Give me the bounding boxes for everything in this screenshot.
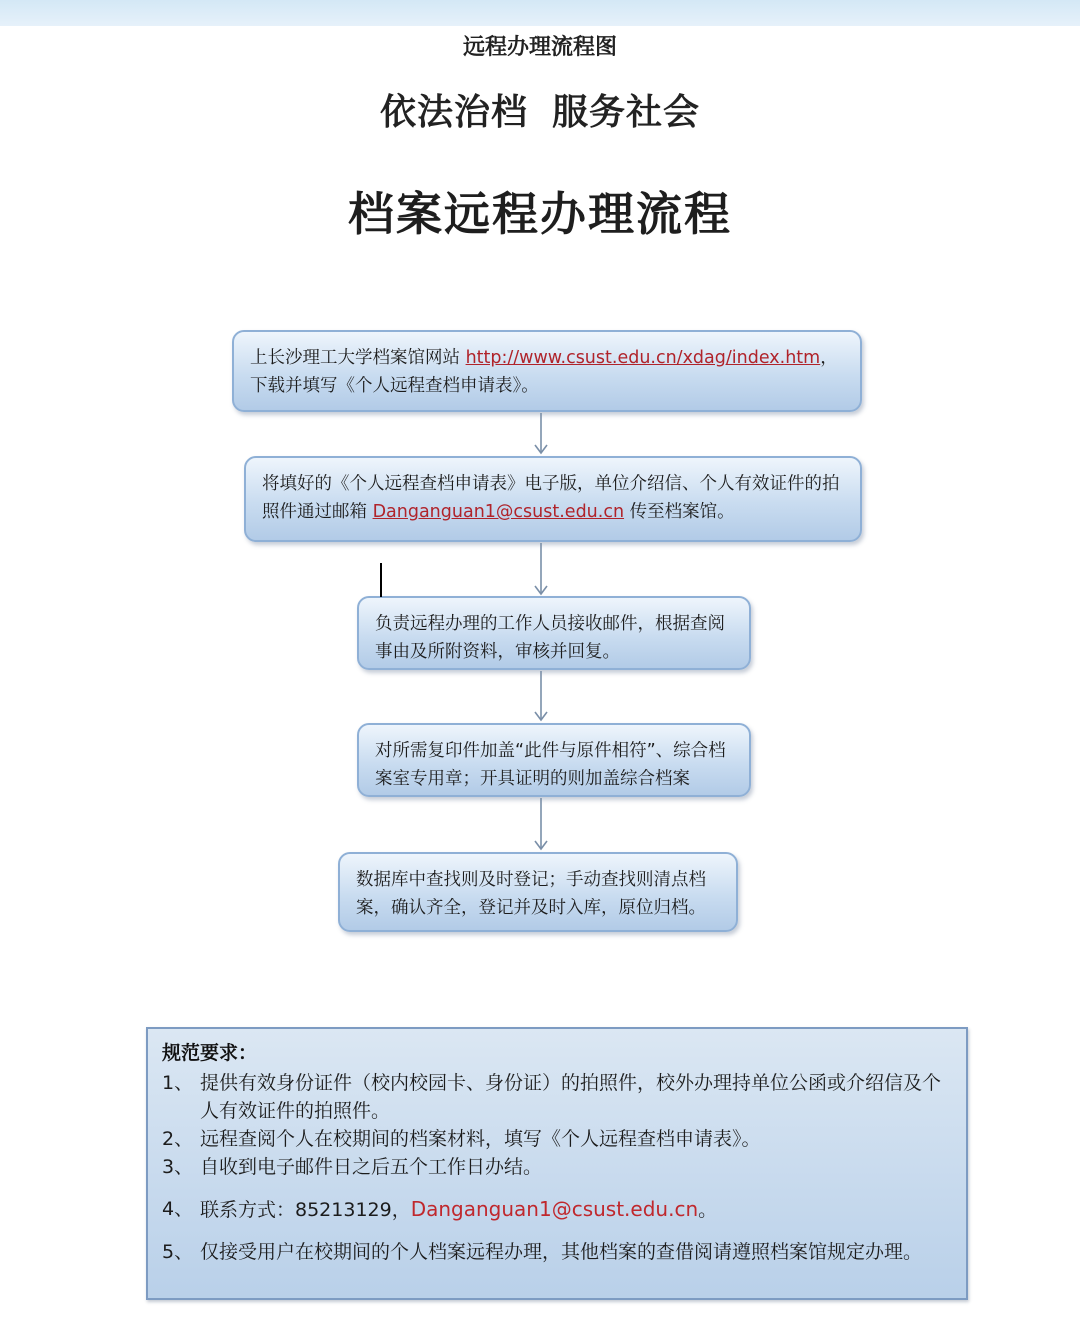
arrow-down-icon bbox=[534, 671, 548, 722]
requirement-text: 提供有效身份证件（校内校园卡、身份证）的拍照件，校外办理持单位公函或介绍信及个人有效证件的拍照件。 bbox=[200, 1072, 942, 1122]
text-cursor-mark bbox=[380, 563, 382, 597]
flow-step-4 bbox=[357, 723, 751, 797]
flow-step-5 bbox=[338, 852, 738, 932]
flow-step-3 bbox=[357, 596, 751, 670]
archive-email-link[interactable]: Danganguan1@csust.edu.cn bbox=[372, 502, 625, 522]
step-1-text-after: ，下载并填写《个人远程查档申请表》。 bbox=[250, 348, 838, 396]
requirements-title: 规范要求： bbox=[162, 1042, 258, 1064]
requirement-number: 3、 bbox=[162, 1156, 194, 1178]
flow-step-2 bbox=[244, 456, 862, 542]
requirements-box bbox=[146, 1027, 968, 1300]
archive-website-link[interactable]: http://www.csust.edu.cn/xdag/index.htm bbox=[465, 348, 821, 368]
arrow-down-icon bbox=[534, 413, 548, 455]
step-3-text: 负责远程办理的工作人员接收邮件，根据查阅事由及所附资料，审核并回复。 bbox=[375, 614, 725, 662]
requirement-item bbox=[162, 1125, 952, 1153]
requirement-text: 远程查阅个人在校期间的档案材料，填写《个人远程查档申请表》。 bbox=[200, 1128, 761, 1150]
top-strip bbox=[0, 0, 1080, 26]
page-title: 档案远程办理流程 bbox=[348, 187, 732, 241]
contact-email-link[interactable]: Danganguan1@csust.edu.cn bbox=[410, 1197, 699, 1221]
requirement-item bbox=[162, 1238, 952, 1266]
contact-end: 。 bbox=[698, 1199, 718, 1221]
requirement-number: 2、 bbox=[162, 1128, 194, 1150]
requirement-number: 1、 bbox=[162, 1072, 194, 1094]
slogan-right: 服务社会 bbox=[552, 92, 701, 133]
slogan bbox=[0, 84, 1080, 135]
page-caption: 远程办理流程图 bbox=[462, 35, 617, 60]
arrow-down-icon bbox=[534, 543, 548, 596]
step-5-text: 数据库中查找则及时登记；手动查找则清点档案，确认齐全，登记并及时入库，原位归档。 bbox=[356, 870, 706, 918]
slogan-left: 依法治档 bbox=[379, 92, 528, 133]
requirement-item bbox=[162, 1069, 952, 1125]
step-2-text-before: 将填好的《个人远程查档申请表》电子版，单位介绍信、个人有效证件的拍照件通过邮箱 bbox=[262, 474, 840, 522]
step-1-text-before: 上长沙理工大学档案馆网站 bbox=[250, 348, 466, 368]
requirement-text bbox=[200, 1195, 952, 1224]
requirement-item bbox=[162, 1195, 952, 1224]
flow-step-1 bbox=[232, 330, 862, 412]
step-4-text: 对所需复印件加盖“此件与原件相符”、综合档案室专用章；开具证明的则加盖综合档案 bbox=[375, 741, 726, 789]
step-2-text-after: 传至档案馆。 bbox=[624, 502, 735, 522]
requirement-text: 自收到电子邮件日之后五个工作日办结。 bbox=[200, 1156, 543, 1178]
arrow-down-icon bbox=[534, 798, 548, 851]
requirement-number: 4、 bbox=[162, 1198, 194, 1220]
requirement-number: 5、 bbox=[162, 1241, 194, 1263]
requirement-text: 仅接受用户在校期间的个人档案远程办理，其他档案的查借阅请遵照档案馆规定办理。 bbox=[200, 1241, 923, 1263]
contact-label: 联系方式：85213129， bbox=[200, 1199, 411, 1221]
requirement-item bbox=[162, 1153, 952, 1181]
